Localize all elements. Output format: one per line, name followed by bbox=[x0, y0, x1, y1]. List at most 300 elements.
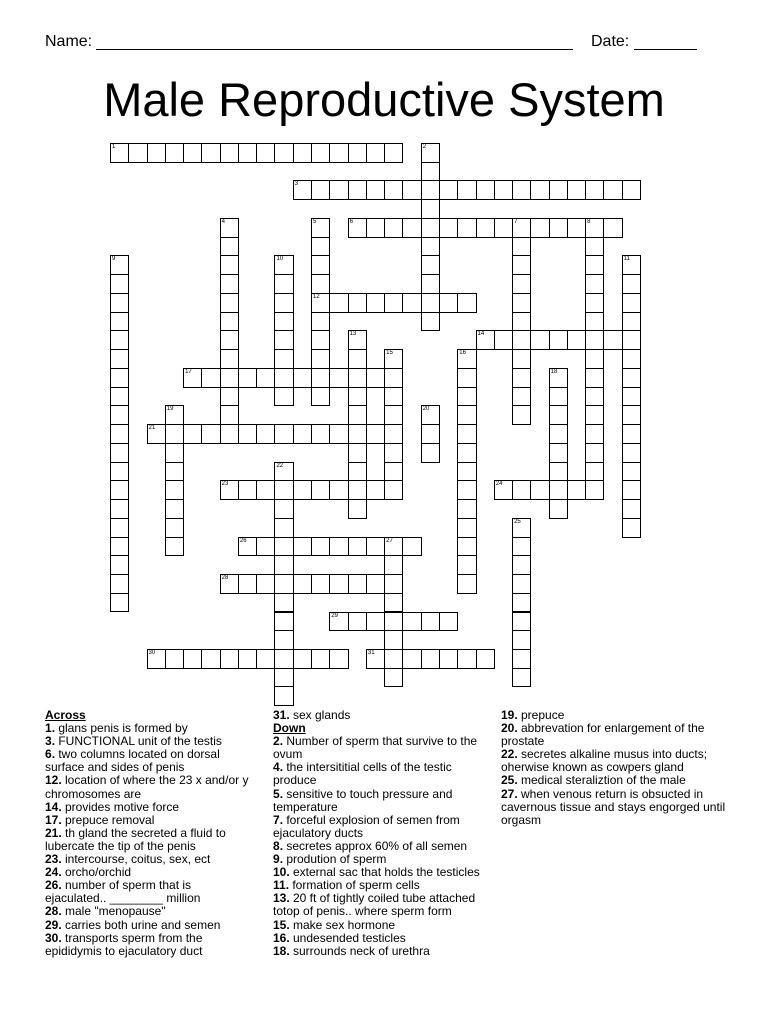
clue-text: th gland the secreted a fluid to lubercate the tip of the penis bbox=[45, 825, 226, 853]
crossword-cell bbox=[366, 368, 385, 388]
crossword-cell bbox=[603, 330, 622, 350]
crossword-grid bbox=[110, 143, 641, 706]
crossword-cell bbox=[421, 274, 440, 294]
crossword-cell bbox=[622, 424, 641, 444]
clue-text: the intersititial cells of the testic produce bbox=[273, 760, 452, 788]
crossword-cell bbox=[238, 537, 257, 557]
crossword-cell bbox=[220, 574, 239, 594]
clue-number-label: 23 bbox=[221, 481, 229, 488]
crossword-cell bbox=[274, 293, 293, 313]
crossword-cell bbox=[421, 237, 440, 257]
across-heading: Across bbox=[45, 708, 86, 722]
clue-number: 30 . bbox=[45, 931, 62, 945]
crossword-cell bbox=[274, 499, 293, 519]
crossword-cell bbox=[274, 686, 293, 706]
crossword-cell bbox=[348, 387, 367, 407]
crossword-cell bbox=[585, 480, 604, 500]
crossword-cell bbox=[585, 368, 604, 388]
crossword-cell bbox=[329, 368, 348, 388]
worksheet-title: Male Reproductive System bbox=[103, 73, 665, 126]
crossword-cell bbox=[421, 649, 440, 669]
clue-text: male "menopause" bbox=[65, 904, 166, 919]
clue-down-item bbox=[273, 814, 498, 840]
crossword-cell bbox=[110, 424, 129, 444]
clue-text: secretes alkaline musus into ducts; oherwise known as cowpers gland bbox=[501, 747, 708, 775]
crossword-cell bbox=[165, 537, 184, 557]
crossword-cell bbox=[603, 180, 622, 200]
crossword-cell bbox=[384, 387, 403, 407]
crossword-cell bbox=[384, 574, 403, 594]
clue-number-label: 27 bbox=[386, 537, 393, 544]
clue-number: 5 . bbox=[273, 787, 283, 801]
clue-number-label: 3 bbox=[294, 181, 299, 188]
clue-text: secretes approx 60% of all semen bbox=[286, 838, 468, 853]
crossword-cell bbox=[384, 293, 403, 313]
crossword-cell bbox=[585, 349, 604, 369]
clue-number: 25 . bbox=[501, 773, 518, 787]
clue-text: sensitive to touch pressure and temperature bbox=[273, 786, 453, 814]
crossword-cell bbox=[439, 649, 458, 669]
crossword-cell bbox=[329, 293, 348, 313]
crossword-cell bbox=[110, 405, 129, 425]
crossword-cell bbox=[220, 143, 239, 163]
crossword-cell bbox=[585, 237, 604, 257]
clue-down-item bbox=[273, 919, 498, 932]
crossword-cell bbox=[311, 143, 330, 163]
crossword-cell bbox=[110, 368, 129, 388]
crossword-cell bbox=[366, 612, 385, 632]
crossword-cell bbox=[110, 255, 129, 275]
crossword-cell bbox=[421, 255, 440, 275]
crossword-cell bbox=[457, 180, 476, 200]
crossword-cell bbox=[402, 649, 421, 669]
crossword-cell bbox=[549, 368, 568, 388]
crossword-cell bbox=[457, 574, 476, 594]
clue-number-label: 28 bbox=[221, 575, 229, 582]
crossword-cell bbox=[220, 274, 239, 294]
clue-number-label: 12 bbox=[313, 293, 320, 300]
crossword-cell bbox=[549, 330, 568, 350]
crossword-cell bbox=[384, 649, 403, 669]
crossword-cell bbox=[348, 405, 367, 425]
crossword-cell bbox=[585, 405, 604, 425]
clue-number: 15 . bbox=[273, 918, 290, 932]
clue-text: prodution of sperm bbox=[286, 852, 387, 867]
crossword-cell bbox=[183, 368, 202, 388]
crossword-cell bbox=[512, 630, 531, 650]
clue-number: 8 . bbox=[273, 839, 283, 853]
clue-text: glans penis is formed by bbox=[58, 721, 188, 736]
crossword-cell bbox=[549, 443, 568, 463]
crossword-cell bbox=[220, 480, 239, 500]
crossword-cell bbox=[457, 649, 476, 669]
crossword-cell bbox=[402, 180, 421, 200]
crossword-cell bbox=[256, 537, 275, 557]
crossword-cell bbox=[220, 649, 239, 669]
crossword-cell bbox=[110, 593, 129, 613]
crossword-cell bbox=[274, 518, 293, 538]
crossword-cell bbox=[457, 349, 476, 369]
crossword-cell bbox=[384, 537, 403, 557]
crossword-cell bbox=[439, 180, 458, 200]
clue-text: two columns located on dorsal surface and sides of penis bbox=[45, 747, 220, 775]
crossword-cell bbox=[421, 405, 440, 425]
crossword-cell bbox=[201, 424, 220, 444]
crossword-cell bbox=[622, 312, 641, 332]
clue-number-label: 1 bbox=[112, 144, 116, 150]
crossword-cell bbox=[110, 499, 129, 519]
clue-text: sex glands bbox=[293, 708, 351, 722]
crossword-cell bbox=[311, 368, 330, 388]
crossword-cell bbox=[549, 180, 568, 200]
clue-down-item bbox=[501, 774, 741, 787]
clue-number: 9 . bbox=[273, 852, 283, 866]
crossword-cell bbox=[585, 293, 604, 313]
crossword-cell bbox=[238, 424, 257, 444]
clue-number: 13 . bbox=[273, 891, 290, 905]
date-blank-line bbox=[634, 49, 697, 50]
crossword-cell bbox=[439, 218, 458, 238]
crossword-cell bbox=[366, 180, 385, 200]
crossword-cell bbox=[201, 368, 220, 388]
crossword-cell bbox=[238, 574, 257, 594]
crossword-cell bbox=[622, 368, 641, 388]
clue-number: 20 . bbox=[501, 721, 518, 735]
crossword-cell bbox=[622, 293, 641, 313]
crossword-cell bbox=[549, 462, 568, 482]
crossword-cell bbox=[366, 574, 385, 594]
clue-text: Number of sperm that survive to the ovum bbox=[273, 734, 478, 762]
crossword-cell bbox=[512, 293, 531, 313]
crossword-cell bbox=[110, 387, 129, 407]
crossword-cell bbox=[147, 424, 166, 444]
crossword-cell bbox=[402, 293, 421, 313]
crossword-cell bbox=[512, 537, 531, 557]
clue-number-label: 21 bbox=[148, 425, 156, 432]
crossword-cell bbox=[421, 612, 440, 632]
crossword-cell bbox=[384, 349, 403, 369]
crossword-cell bbox=[512, 387, 531, 407]
crossword-cell bbox=[311, 387, 330, 407]
crossword-cell bbox=[457, 424, 476, 444]
name-blank-line bbox=[96, 49, 573, 50]
crossword-cell bbox=[110, 574, 129, 594]
crossword-cell bbox=[457, 462, 476, 482]
clue-text: transports sperm from the epididymis to ejaculatory duct bbox=[45, 930, 203, 958]
clue-number-label: 8 bbox=[587, 218, 591, 225]
crossword-cell bbox=[384, 218, 403, 238]
crossword-cell bbox=[256, 574, 275, 594]
clue-number-label: 7 bbox=[514, 218, 518, 225]
crossword-cell bbox=[457, 555, 476, 575]
clue-number: 19 . bbox=[501, 708, 518, 722]
clue-text: when venous return is obsucted in cavernous tissue and stays engorged until orgasm bbox=[501, 786, 726, 827]
crossword-cell bbox=[220, 312, 239, 332]
crossword-cell bbox=[110, 480, 129, 500]
clue-across-item bbox=[273, 709, 498, 722]
clue-number: 7 . bbox=[273, 813, 283, 827]
clue-number-label: 5 bbox=[313, 218, 317, 225]
crossword-cell bbox=[274, 274, 293, 294]
clue-number-label: 20 bbox=[422, 406, 430, 413]
clue-text: surrounds neck of urethra bbox=[293, 943, 430, 958]
crossword-cell bbox=[311, 255, 330, 275]
clue-number-label: 16 bbox=[459, 350, 466, 357]
crossword-cell bbox=[165, 649, 184, 669]
clue-down-item bbox=[501, 722, 741, 748]
clue-text: provides motive force bbox=[65, 799, 180, 814]
clue-number: 22 . bbox=[501, 747, 518, 761]
clue-number: 4 . bbox=[273, 760, 283, 774]
crossword-cell bbox=[201, 143, 220, 163]
crossword-cell bbox=[110, 349, 129, 369]
crossword-cell bbox=[274, 312, 293, 332]
clue-number-label: 14 bbox=[477, 331, 485, 338]
crossword-cell bbox=[311, 293, 330, 313]
crossword-cell bbox=[585, 462, 604, 482]
clue-text: orcho/orchid bbox=[65, 865, 132, 880]
crossword-cell bbox=[512, 330, 531, 350]
clue-across-item bbox=[45, 919, 270, 932]
crossword-cell bbox=[274, 593, 293, 613]
clue-number: 29 . bbox=[45, 918, 62, 932]
crossword-cell bbox=[274, 649, 293, 669]
crossword-cell bbox=[220, 349, 239, 369]
clue-text: medical steraliztion of the male bbox=[521, 773, 686, 788]
crossword-cell bbox=[549, 480, 568, 500]
clue-down-item bbox=[273, 761, 498, 787]
clue-text: 20 ft of tightly coiled tube attached totop of penis.. where sperm form bbox=[273, 891, 476, 919]
crossword-cell bbox=[567, 180, 586, 200]
date-label: Date: bbox=[591, 33, 630, 50]
crossword-cell bbox=[311, 330, 330, 350]
crossword-cell bbox=[476, 180, 495, 200]
crossword-cell bbox=[622, 518, 641, 538]
crossword-cell bbox=[311, 574, 330, 594]
clue-text: prepuce bbox=[521, 708, 565, 722]
crossword-cell bbox=[147, 143, 166, 163]
crossword-cell bbox=[274, 668, 293, 688]
crossword-cell bbox=[567, 218, 586, 238]
crossword-cell bbox=[201, 649, 220, 669]
clue-number: 12 . bbox=[45, 773, 62, 787]
crossword-cell bbox=[274, 480, 293, 500]
crossword-cell bbox=[329, 537, 348, 557]
crossword-cell bbox=[622, 180, 641, 200]
crossword-cell bbox=[274, 387, 293, 407]
crossword-cell bbox=[457, 443, 476, 463]
crossword-cell bbox=[165, 462, 184, 482]
crossword-cell bbox=[512, 480, 531, 500]
crossword-cell bbox=[348, 293, 367, 313]
crossword-cell bbox=[238, 368, 257, 388]
crossword-cell bbox=[549, 499, 568, 519]
across-clue-list-continued bbox=[273, 709, 498, 722]
clue-number: 16 . bbox=[273, 931, 290, 945]
crossword-cell bbox=[128, 143, 147, 163]
crossword-cell bbox=[384, 405, 403, 425]
crossword-cell bbox=[512, 349, 531, 369]
clue-down-item bbox=[273, 945, 498, 958]
crossword-cell bbox=[366, 480, 385, 500]
crossword-cell bbox=[348, 218, 367, 238]
clue-number: 23 . bbox=[45, 852, 62, 866]
crossword-cell bbox=[622, 274, 641, 294]
clue-text: undesended testicles bbox=[293, 930, 406, 945]
crossword-cell bbox=[147, 649, 166, 669]
crossword-cell bbox=[421, 424, 440, 444]
crossword-cell bbox=[311, 237, 330, 257]
clue-text: formation of sperm cells bbox=[292, 878, 420, 893]
crossword-cell bbox=[530, 180, 549, 200]
crossword-cell bbox=[622, 480, 641, 500]
crossword-cell bbox=[512, 237, 531, 257]
crossword-cell bbox=[549, 405, 568, 425]
crossword-cell bbox=[603, 218, 622, 238]
crossword-cell bbox=[110, 518, 129, 538]
crossword-cell bbox=[366, 143, 385, 163]
crossword-cell bbox=[329, 649, 348, 669]
crossword-cell bbox=[457, 387, 476, 407]
crossword-cell bbox=[311, 649, 330, 669]
crossword-cell bbox=[329, 612, 348, 632]
crossword-cell bbox=[110, 274, 129, 294]
crossword-cell bbox=[494, 330, 513, 350]
clue-text: forceful explosion of semen from ejaculatory ducts bbox=[273, 812, 460, 840]
crossword-cell bbox=[421, 312, 440, 332]
crossword-cell bbox=[384, 630, 403, 650]
clue-column-2 bbox=[273, 709, 498, 958]
crossword-cell bbox=[274, 574, 293, 594]
crossword-cell bbox=[220, 387, 239, 407]
clue-number: 31 . bbox=[273, 708, 290, 722]
crossword-cell bbox=[183, 143, 202, 163]
crossword-cell bbox=[348, 330, 367, 350]
clue-number: 10 . bbox=[273, 865, 290, 879]
crossword-cell bbox=[293, 649, 312, 669]
clue-number-label: 15 bbox=[386, 350, 393, 357]
clue-down-item bbox=[273, 932, 498, 945]
crossword-cell bbox=[183, 649, 202, 669]
crossword-cell bbox=[457, 368, 476, 388]
crossword-cell bbox=[165, 499, 184, 519]
crossword-cell bbox=[220, 293, 239, 313]
crossword-cell bbox=[530, 218, 549, 238]
crossword-cell bbox=[311, 180, 330, 200]
down-heading: Down bbox=[273, 721, 306, 736]
crossword-cell bbox=[622, 443, 641, 463]
crossword-cell bbox=[622, 255, 641, 275]
clue-text: abbrevation for enlargement of the prostate bbox=[501, 721, 705, 749]
clue-number-label: 25 bbox=[514, 518, 521, 525]
crossword-cell bbox=[512, 593, 531, 613]
crossword-cell bbox=[110, 330, 129, 350]
crossword-cell bbox=[311, 312, 330, 332]
crossword-cell bbox=[402, 537, 421, 557]
crossword-cell bbox=[110, 293, 129, 313]
crossword-cell bbox=[329, 180, 348, 200]
crossword-cell bbox=[402, 612, 421, 632]
crossword-cell bbox=[421, 162, 440, 182]
crossword-cell bbox=[293, 424, 312, 444]
crossword-cell bbox=[384, 143, 403, 163]
crossword-cell bbox=[512, 612, 531, 632]
crossword-cell bbox=[293, 480, 312, 500]
crossword-cell bbox=[457, 480, 476, 500]
crossword-cell bbox=[476, 218, 495, 238]
crossword-cell bbox=[421, 199, 440, 219]
clue-column-1 bbox=[45, 709, 270, 958]
crossword-cell bbox=[512, 312, 531, 332]
crossword-cell bbox=[348, 143, 367, 163]
clue-text: number of sperm that is ejaculated.. ________ million bbox=[45, 878, 201, 906]
crossword-cell bbox=[512, 405, 531, 425]
crossword-cell bbox=[530, 480, 549, 500]
crossword-cell bbox=[256, 649, 275, 669]
clue-down-item bbox=[273, 788, 498, 814]
crossword-cell bbox=[220, 218, 239, 238]
crossword-cell bbox=[384, 368, 403, 388]
clue-across-item bbox=[45, 814, 270, 827]
crossword-cell bbox=[183, 424, 202, 444]
clue-across-item bbox=[45, 827, 270, 853]
clue-number: 3 . bbox=[45, 734, 55, 748]
crossword-cell bbox=[585, 274, 604, 294]
crossword-cell bbox=[476, 330, 495, 350]
crossword-cell bbox=[384, 180, 403, 200]
crossword-cell bbox=[348, 368, 367, 388]
crossword-cell bbox=[311, 218, 330, 238]
clue-across-item bbox=[45, 932, 270, 958]
crossword-cell bbox=[585, 312, 604, 332]
crossword-cell bbox=[311, 537, 330, 557]
crossword-cell bbox=[311, 274, 330, 294]
crossword-cell bbox=[348, 537, 367, 557]
crossword-cell bbox=[549, 218, 568, 238]
crossword-cell bbox=[384, 668, 403, 688]
crossword-cell bbox=[274, 462, 293, 482]
crossword-cell bbox=[348, 443, 367, 463]
clue-text: location of where the 23 x and/or y chromosomes are bbox=[45, 773, 249, 801]
crossword-cell bbox=[110, 443, 129, 463]
clue-text: carries both urine and semen bbox=[65, 917, 221, 932]
crossword-cell bbox=[402, 218, 421, 238]
clue-number-label: 19 bbox=[166, 406, 174, 413]
crossword-cell bbox=[274, 349, 293, 369]
clue-across-item bbox=[45, 879, 270, 905]
crossword-cell bbox=[348, 424, 367, 444]
crossword-cell bbox=[311, 424, 330, 444]
crossword-cell bbox=[585, 180, 604, 200]
crossword-cell bbox=[567, 330, 586, 350]
crossword-cell bbox=[457, 405, 476, 425]
crossword-cell bbox=[293, 143, 312, 163]
crossword-cell bbox=[457, 499, 476, 519]
clue-down-item bbox=[501, 788, 741, 827]
crossword-cell bbox=[274, 330, 293, 350]
clue-number: 2 . bbox=[273, 734, 283, 748]
crossword-cell bbox=[348, 574, 367, 594]
clue-down-item bbox=[273, 735, 498, 761]
crossword-cell bbox=[293, 537, 312, 557]
crossword-cell bbox=[329, 574, 348, 594]
crossword-cell bbox=[329, 480, 348, 500]
crossword-cell bbox=[366, 218, 385, 238]
crossword-cell bbox=[585, 330, 604, 350]
crossword-cell bbox=[384, 612, 403, 632]
crossword-cell bbox=[220, 368, 239, 388]
crossword-cell bbox=[348, 180, 367, 200]
